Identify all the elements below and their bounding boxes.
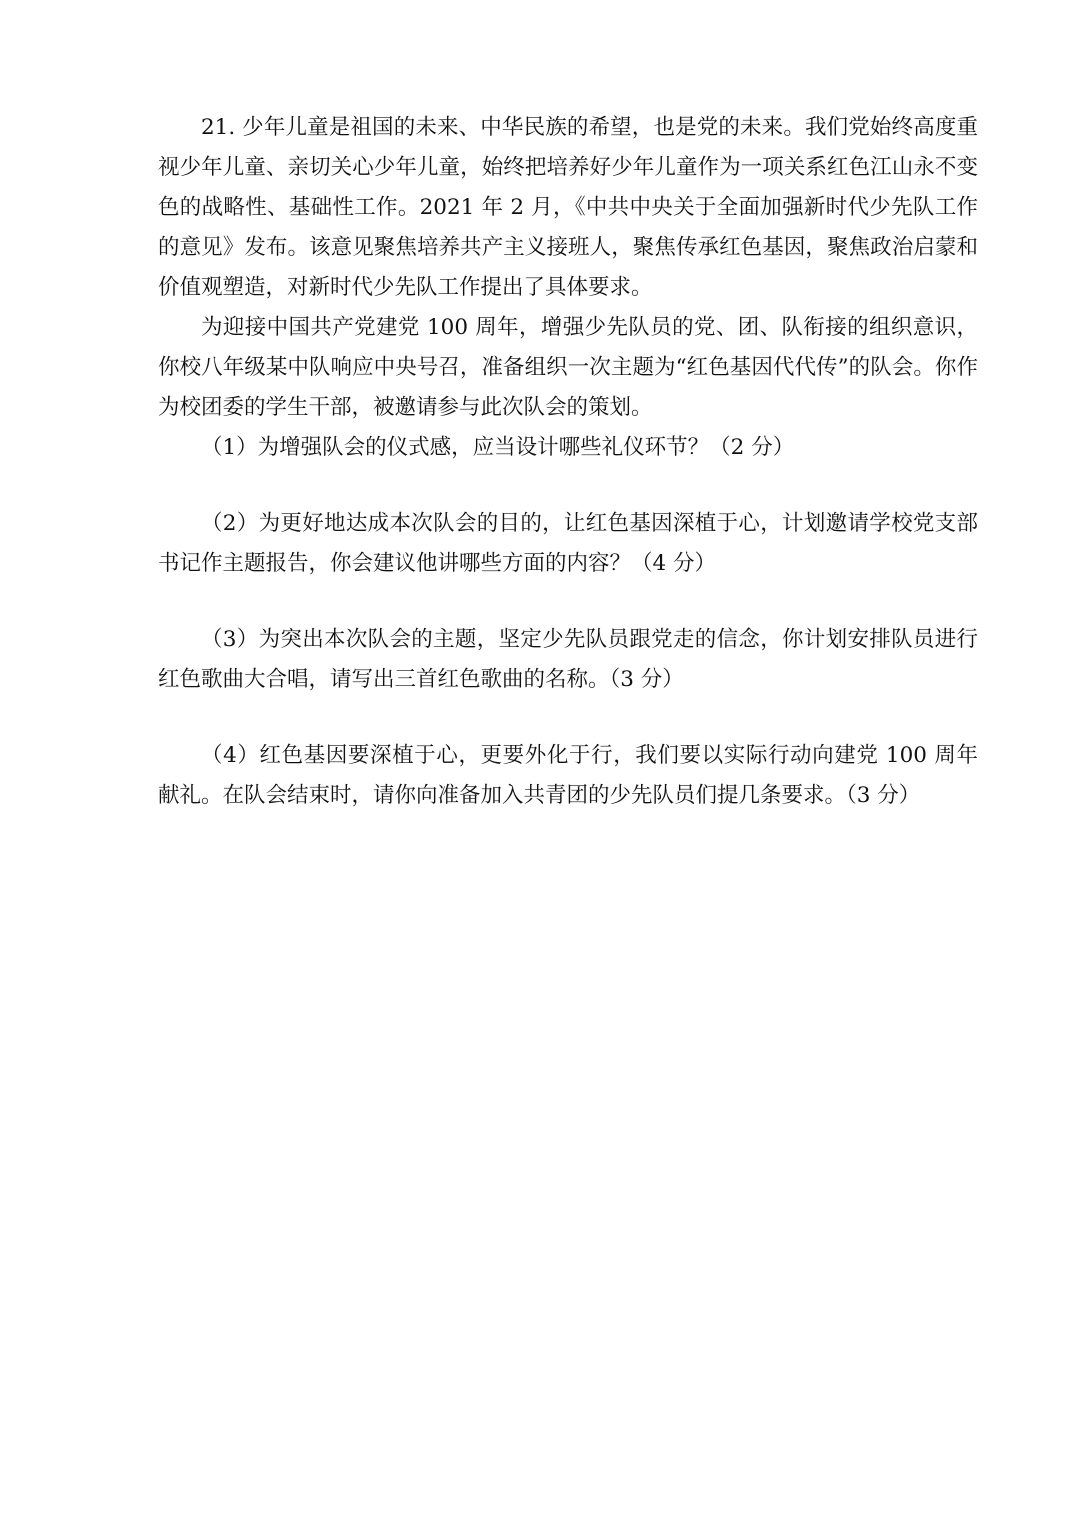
intro-paragraph-1: 21. 少年儿童是祖国的未来、中华民族的希望，也是党的未来。我们党始终高度重视少年儿童、亲切关心少年儿童，始终把培养好少年儿童作为一项关系红色江山永不变色的战略性、基础性工作。2021 年 2 月，《中共中央关于全面加强新时代少先队工作的意见》发布。该意见聚焦培养共产主义接班人，聚焦传承红色基因，聚焦政治启蒙和价值观塑造，对新时代少先队工作提出了具体要求。 [158,115,978,300]
sub-question-3: （3）为突出本次队会的主题，坚定少先队员跟党走的信念，你计划安排队员进行红色歌曲大合唱，请写出三首红色歌曲的名称。（3 分） [158,627,978,692]
sub-question-4: （4）红色基因要深植于心，更要外化于行，我们要以实际行动向建党 100 周年献礼。在队会结束时，请你向准备加入共青团的少先队员们提几条要求。（3 分） [158,743,978,808]
intro-paragraph-2: 为迎接中国共产党建党 100 周年，增强少先队员的党、团、队衔接的组织意识，你校八年级某中队响应中央号召，准备组织一次主题为“红色基因代代传”的队会。你作为校团委的学生干部，被邀请参与此次队会的策划。 [158,315,978,420]
sub-question-1: （1）为增强队会的仪式感，应当设计哪些礼仪环节？（2 分） [201,435,795,460]
question-21-block [158,108,978,816]
sub-question-2: （2）为更好地达成本次队会的目的，让红色基因深植于心，计划邀请学校党支部书记作主题报告，你会建议他讲哪些方面的内容？（4 分） [158,511,978,576]
